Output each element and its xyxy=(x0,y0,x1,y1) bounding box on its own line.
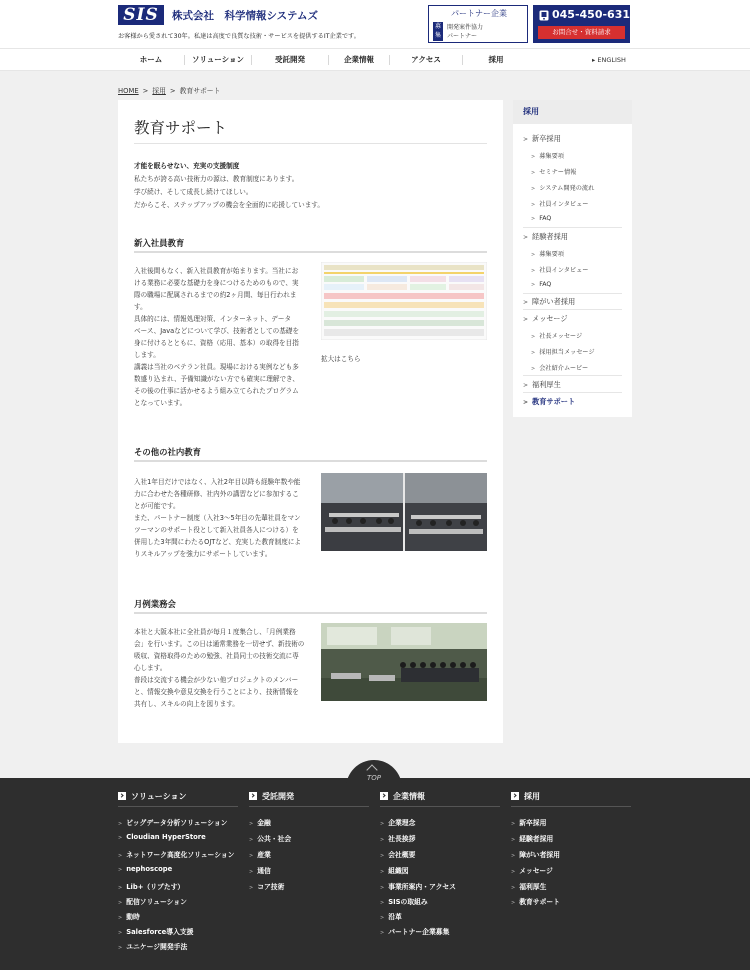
footer-link[interactable] xyxy=(380,817,415,827)
footer-link[interactable] xyxy=(249,849,271,859)
monthly-meeting-photo xyxy=(321,623,487,701)
chevron-right-icon: > xyxy=(531,366,536,372)
chevron-right-icon: > xyxy=(380,853,385,859)
footer-link[interactable] xyxy=(380,896,428,906)
chevron-right-icon: > xyxy=(380,869,385,875)
footer-link[interactable] xyxy=(118,865,172,873)
body-line: 入社後間もなく、新入社員教育が始まります。当社にお xyxy=(134,267,299,275)
chevron-right-icon: > xyxy=(118,900,123,906)
page-title: 教育サポート xyxy=(134,119,228,137)
chevron-right-icon: > xyxy=(380,837,385,843)
partner-recruit-banner[interactable] xyxy=(428,5,528,43)
intro-line: だからこそ、ステップアップの機会を全面的に応援しています。 xyxy=(134,201,324,209)
footer-link-label: 通信 xyxy=(257,867,271,875)
footer-link[interactable] xyxy=(249,833,291,843)
sidebar-item-disability[interactable] xyxy=(523,297,575,307)
sidebar-item-label: メッセージ xyxy=(532,314,568,323)
chevron-right-icon: > xyxy=(249,853,254,859)
partner-sub-line: 開発案件協力 xyxy=(447,24,484,31)
chevron-right-icon: > xyxy=(531,170,536,176)
sidebar-item-new-grad[interactable] xyxy=(523,134,561,144)
chevron-right-icon: > xyxy=(511,837,516,843)
chevron-right-icon: > xyxy=(118,930,123,936)
sidebar-divider xyxy=(523,375,622,376)
partner-sub xyxy=(447,23,483,41)
chevron-right-icon: > xyxy=(531,216,536,222)
sidebar-item-label: セミナー情報 xyxy=(539,169,577,176)
footer-link-label: 組織図 xyxy=(388,867,409,875)
body-line: ける業務に必要な基礎力を身につけるためのもので、実 xyxy=(134,279,299,287)
sidebar-subitem[interactable] xyxy=(531,265,588,274)
chevron-right-icon: > xyxy=(118,867,123,873)
chevron-right-icon: > xyxy=(531,186,536,192)
site-footer xyxy=(0,778,750,970)
chevron-right-icon: > xyxy=(511,900,516,906)
english-link[interactable]: ▸ ENGLISH xyxy=(592,56,626,64)
sidebar-item-label: 福利厚生 xyxy=(532,380,561,389)
body-line: 普段は交流する機会が少ない他プロジェクトのメンバー xyxy=(134,676,299,684)
footer-link[interactable] xyxy=(511,833,553,843)
body-line: ベース、Javaなどについて学び、技術者としての基礎を xyxy=(134,327,300,335)
arrow-box-icon xyxy=(380,792,388,800)
body-line: その後の仕事に活かせるよう組み立てられたプログラム xyxy=(134,387,299,395)
intro-line: 私たちが誇る高い技術力の源は、教育制度にあります。 xyxy=(134,175,299,183)
footer-link[interactable] xyxy=(511,865,553,875)
partner-badge: 募集 xyxy=(434,23,441,39)
section-title-other-training: その他の社内教育 xyxy=(134,447,201,457)
footer-link-label: 産業 xyxy=(257,851,271,859)
body-line: となっています。 xyxy=(134,399,187,407)
footer-link[interactable] xyxy=(118,926,193,936)
chevron-right-icon: > xyxy=(118,885,123,891)
chevron-right-icon: > xyxy=(531,334,536,340)
nav-recruit[interactable]: 採用 xyxy=(488,55,504,64)
footer-link[interactable] xyxy=(380,865,409,875)
sidebar-item-experienced[interactable] xyxy=(523,232,568,242)
footer-link-label: ユニケージ開発手法 xyxy=(126,943,188,951)
footer-link-label: 配信ソリューション xyxy=(126,898,187,906)
sidebar-item-label: 社員インタビュー xyxy=(539,267,589,274)
sidebar-divider xyxy=(523,309,622,310)
chevron-right-icon: > xyxy=(380,915,385,921)
sidebar-item-label: システム開発の流れ xyxy=(539,185,595,192)
sidebar-item-label: 募集要項 xyxy=(539,153,564,160)
sidebar-subitem[interactable] xyxy=(531,331,582,340)
nav-contract-dev[interactable]: 受託開発 xyxy=(275,55,305,64)
footer-link-label: Lib+（リブたす） xyxy=(126,883,185,891)
footer-link[interactable] xyxy=(118,833,206,841)
breadcrumb-current: 教育サポート xyxy=(179,87,221,95)
footer-link[interactable] xyxy=(380,926,449,936)
footer-link[interactable] xyxy=(118,941,187,951)
footer-link-label: 福利厚生 xyxy=(519,883,547,891)
sidebar-item-message[interactable] xyxy=(523,314,568,324)
footer-link[interactable] xyxy=(380,911,402,921)
footer-link-label: 金融 xyxy=(257,819,271,827)
contact-request-button[interactable]: お問合せ・資料請求 xyxy=(538,26,625,39)
footer-link[interactable] xyxy=(511,881,546,891)
footer-heading-label: ソリューション xyxy=(131,792,187,801)
body-line: 心します。 xyxy=(134,664,167,672)
body-line: また、パートナー制度（入社3〜5年目の先輩社員をマン xyxy=(134,514,301,522)
chevron-right-icon: > xyxy=(523,299,529,306)
back-to-top-label: TOP xyxy=(366,774,381,782)
footer-link[interactable] xyxy=(118,881,184,891)
body-line: ツーマンのサポート役として新入社員各人につける）を xyxy=(134,526,299,534)
nav-company[interactable]: 企業情報 xyxy=(344,55,374,64)
nav-access[interactable]: アクセス xyxy=(411,55,441,64)
training-schedule-image[interactable] xyxy=(321,262,487,340)
title-divider xyxy=(134,143,487,144)
chevron-right-icon: > xyxy=(118,853,123,859)
nav-solution[interactable]: ソリューション xyxy=(192,55,244,64)
intro-lead: 才能を眠らせない、充実の支援制度 xyxy=(134,162,240,170)
footer-link[interactable] xyxy=(380,833,415,843)
footer-heading-label: 採用 xyxy=(524,792,540,801)
footer-divider xyxy=(118,806,238,807)
breadcrumb: HOME > 採用 > 教育サポート xyxy=(118,87,221,95)
footer-link[interactable] xyxy=(118,896,187,906)
footer-heading-recruit[interactable] xyxy=(511,791,540,802)
chevron-right-icon: > xyxy=(380,885,385,891)
chevron-right-icon: > xyxy=(523,316,529,323)
chevron-right-icon: > xyxy=(531,202,536,208)
footer-link-label: 沿革 xyxy=(388,913,402,921)
footer-divider xyxy=(380,806,500,807)
sidebar-item-label: FAQ xyxy=(539,281,552,288)
footer-link-label: 経験者採用 xyxy=(519,835,554,843)
enlarge-link[interactable]: 拡大はこちら xyxy=(321,355,361,363)
sidebar-item-education-support[interactable] xyxy=(523,397,575,407)
body-line: 入社1年目だけではなく、入社2年目以降も経験年数や能 xyxy=(134,478,301,486)
main-content xyxy=(118,100,503,743)
footer-link-label: メッセージ xyxy=(519,867,553,875)
body-line: と、情報交換や意見交換を行うことにより、技術情報を xyxy=(134,688,299,696)
sidebar-subitem[interactable] xyxy=(531,249,564,258)
footer-link[interactable] xyxy=(118,911,140,921)
body-line: 具体的には、情報処理対策、インターネット、データ xyxy=(134,315,292,323)
partner-title: パートナー企業 xyxy=(451,9,507,18)
footer-link[interactable] xyxy=(511,849,560,859)
section-divider xyxy=(134,460,487,462)
chevron-right-icon: > xyxy=(249,821,254,827)
footer-link-label: 会社概要 xyxy=(388,851,416,859)
footer-link[interactable] xyxy=(511,896,560,906)
footer-link-label: SISの取組み xyxy=(388,898,428,906)
body-line: 共有し、スキルの向上を図ります。 xyxy=(134,700,239,708)
chevron-right-icon: > xyxy=(118,835,123,841)
footer-divider xyxy=(511,806,631,807)
sidebar-subitem[interactable] xyxy=(531,281,551,288)
footer-link-label: ネットワーク高度化ソリューション xyxy=(126,851,235,859)
global-nav xyxy=(0,48,750,71)
footer-link[interactable] xyxy=(249,865,271,875)
footer-link-label: Cloudian HyperStore xyxy=(126,833,206,841)
partner-sub-line: パートナー xyxy=(447,33,478,40)
phone-number[interactable]: 045-450-6311 xyxy=(552,8,638,21)
chevron-right-icon: > xyxy=(249,837,254,843)
body-line: とが可能です。 xyxy=(134,502,180,510)
training-room-photo xyxy=(321,473,487,551)
footer-link[interactable] xyxy=(511,817,546,827)
footer-divider xyxy=(249,806,369,807)
sidebar-divider xyxy=(523,392,622,393)
chevron-right-icon: > xyxy=(511,869,516,875)
contact-box xyxy=(533,5,638,43)
body-line: 数盛り込まれ、予備知識がない方でも確実に理解でき、 xyxy=(134,375,299,383)
sidebar-item-label: FAQ xyxy=(539,215,552,222)
sidebar-item-label: 社員インタビュー xyxy=(539,201,589,208)
section-title-new-employee: 新入社員教育 xyxy=(134,238,185,248)
sidebar xyxy=(513,100,632,417)
body-line: します。 xyxy=(134,351,160,359)
chevron-right-icon: > xyxy=(380,821,385,827)
footer-link[interactable] xyxy=(380,881,456,891)
sidebar-item-label: 障がい者採用 xyxy=(532,297,576,306)
sidebar-subitem[interactable] xyxy=(531,347,595,356)
chevron-right-icon: > xyxy=(249,885,254,891)
footer-heading-label: 企業情報 xyxy=(393,792,425,801)
arrow-box-icon xyxy=(511,792,519,800)
sidebar-item-label: 経験者採用 xyxy=(532,232,568,241)
body-line: 際の職場に配属されるまでの約2ヶ月間、毎日行われま xyxy=(134,291,297,299)
footer-link[interactable] xyxy=(118,849,234,859)
sidebar-item-label: 会社紹介ムービー xyxy=(539,365,589,372)
body-line: りスキルアップを強力にサポートしています。 xyxy=(134,550,272,558)
english-label: ENGLISH xyxy=(597,56,626,64)
sidebar-subitem[interactable] xyxy=(531,215,551,222)
chevron-right-icon: > xyxy=(531,268,536,274)
chevron-right-icon: > xyxy=(531,350,536,356)
footer-link-label: ビッグデータ分析ソリューション xyxy=(126,819,228,827)
footer-link-label: 動時 xyxy=(126,913,140,921)
sidebar-item-label: 新卒採用 xyxy=(532,134,561,143)
arrow-box-icon xyxy=(118,792,126,800)
footer-heading-contract-dev[interactable] xyxy=(249,791,294,802)
sidebar-heading xyxy=(513,100,632,124)
sidebar-item-label: 募集要項 xyxy=(539,251,564,258)
footer-link-label: 公共・社会 xyxy=(257,835,292,843)
sidebar-heading-label: 採用 xyxy=(523,107,539,116)
section-divider xyxy=(134,251,487,253)
chevron-right-icon: > xyxy=(249,869,254,875)
chevron-right-icon: > xyxy=(511,821,516,827)
site-header xyxy=(0,0,750,48)
body-line: 本社と大阪本社に全社員が毎月１度集合し、「月例業務 xyxy=(134,628,296,636)
sidebar-divider xyxy=(523,293,622,294)
nav-home[interactable]: ホーム xyxy=(139,55,163,64)
footer-link-label: 企業理念 xyxy=(388,819,416,827)
footer-link-label: Salesforce導入支援 xyxy=(126,928,194,936)
chevron-right-icon: > xyxy=(118,915,123,921)
chevron-right-icon: > xyxy=(118,821,123,827)
chevron-right-icon: > xyxy=(118,945,123,951)
footer-link-label: 社長挨拶 xyxy=(388,835,416,843)
body-line: 吸収、資格取得のための勉強、社員同士の技術交流に専 xyxy=(134,652,299,660)
chevron-right-icon: > xyxy=(531,154,536,160)
chevron-right-icon: > xyxy=(523,234,529,241)
sidebar-subitem[interactable] xyxy=(531,167,576,176)
intro-line: 学び続け、そして成長し続けてほしい。 xyxy=(134,188,253,196)
chevron-right-icon: > xyxy=(523,399,529,406)
chevron-right-icon: > xyxy=(511,885,516,891)
footer-link-label: 事業所案内・アクセス xyxy=(388,883,456,891)
footer-heading-solution[interactable] xyxy=(118,791,186,802)
footer-link-label: 障がい者採用 xyxy=(519,851,560,859)
sis-logo[interactable]: SIS xyxy=(118,5,164,25)
footer-link[interactable] xyxy=(118,817,227,827)
chevron-right-icon: > xyxy=(380,930,385,936)
footer-link-label: 教育サポート xyxy=(519,898,560,906)
footer-heading-company[interactable] xyxy=(380,791,425,802)
chevron-right-icon: > xyxy=(531,282,536,288)
back-to-top-button[interactable] xyxy=(346,760,402,790)
footer-link-label: コア技術 xyxy=(257,883,285,891)
sidebar-subitem[interactable] xyxy=(531,151,564,160)
company-name: 株式会社 科学情報システムズ xyxy=(172,10,318,22)
section-title-monthly-meeting: 月例業務会 xyxy=(134,599,176,609)
chevron-right-icon: > xyxy=(511,853,516,859)
footer-link[interactable] xyxy=(249,881,284,891)
body-line: 会」を行います。この日は通常業務を一切せず、新技術の xyxy=(134,640,305,648)
sidebar-item-label: 社長メッセージ xyxy=(539,333,583,340)
footer-link-label: 新卒採用 xyxy=(519,819,547,827)
footer-link[interactable] xyxy=(380,849,415,859)
sidebar-subitem[interactable] xyxy=(531,183,594,192)
sidebar-item-label: 教育サポート xyxy=(532,397,576,406)
chevron-right-icon: > xyxy=(531,252,536,258)
footer-link-label: パートナー企業募集 xyxy=(388,928,450,936)
sidebar-item-welfare[interactable] xyxy=(523,380,561,390)
breadcrumb-home[interactable]: HOME xyxy=(118,87,139,95)
tagline: お客様から愛されて30年。私達は高度で良質な技術・サービスを提供するIT企業です。 xyxy=(118,33,360,40)
sidebar-subitem[interactable] xyxy=(531,199,588,208)
body-line: 併用した3年間にわたるOJTなど、充実した教育制度によ xyxy=(134,538,302,546)
chevron-right-icon: > xyxy=(380,900,385,906)
section-divider xyxy=(134,612,487,614)
chevron-right-icon: > xyxy=(523,382,529,389)
phone-icon xyxy=(539,10,549,21)
body-line: 身に付けるとともに、資格（応用、基本）の取得を目指 xyxy=(134,339,299,347)
footer-heading-label: 受託開発 xyxy=(262,792,294,801)
body-line: す。 xyxy=(134,303,147,311)
body-line: 講義は当社のベテラン社員。現場における実例なども多 xyxy=(134,363,299,371)
arrow-box-icon xyxy=(249,792,257,800)
sidebar-item-label: 採用担当メッセージ xyxy=(539,349,595,356)
footer-link[interactable] xyxy=(249,817,271,827)
body-line: 力に合わせた各種研修、社内外の講習などに参加するこ xyxy=(134,490,299,498)
footer-link-label: nephoscope xyxy=(126,865,173,873)
breadcrumb-recruit[interactable]: 採用 xyxy=(152,87,166,95)
chevron-right-icon: > xyxy=(523,136,529,143)
sidebar-divider xyxy=(523,227,622,228)
sidebar-subitem[interactable] xyxy=(531,363,588,372)
